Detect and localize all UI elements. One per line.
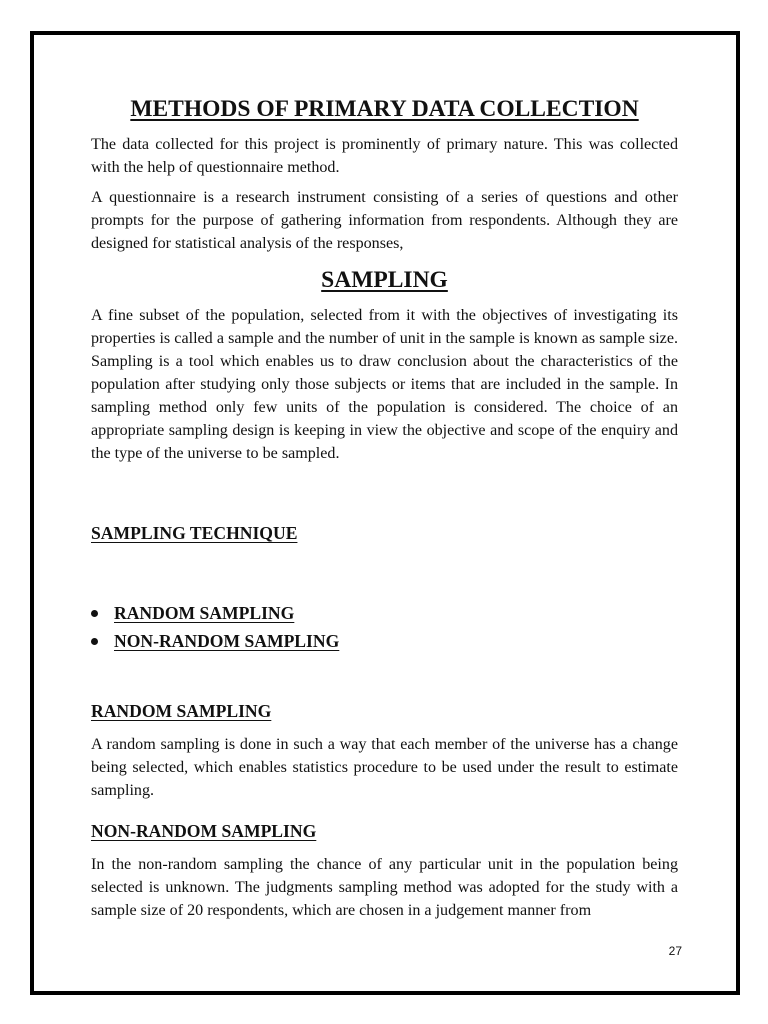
list-item [91,599,678,627]
list-item [91,627,678,655]
bullet-icon [91,610,98,617]
page-title: METHODS OF PRIMARY DATA COLLECTION [130,96,639,122]
page-number: 27 [668,944,682,958]
spacer [91,545,678,599]
bullet-icon [91,638,98,645]
non-random-sampling-paragraph: In the non-random sampling the chance of any particular unit in the population being selected is unknown. The judgments sampling method was adopted for the study with a sample size of 20 respondents, which are chosen in a judgement manner from [91,856,678,919]
sampling-paragraph: A fine subset of the population, selected from it with the objectives of investigating its properties is called a sample and the number of unit in the sample is known as sample size. Sampling is a tool which enables us to draw conclusion about the characteristics of the population after studying only those subjects or items that are included in the sample. In sampling method only few units of the population is considered. The choice of an appropriate sampling design is keeping in view the objective and scope of the enquiry and the type of the universe to be sampled. [91,307,678,462]
random-sampling-paragraph: A random sampling is done in such a way that each member of the universe has a change being selected, which enables statistics procedure to be used under the result to estimate sampling. [91,736,678,799]
list-item-label: RANDOM SAMPLING [114,603,295,623]
non-random-sampling-heading: NON-RANDOM SAMPLING [91,821,317,841]
sampling-technique-heading: SAMPLING TECHNIQUE [91,523,298,543]
spacer [91,472,678,521]
list-item-label: NON-RANDOM SAMPLING [114,631,340,651]
page-content [91,94,678,929]
intro-paragraph-2: A questionnaire is a research instrument consisting of a series of questions and other prompts for the purpose of gathering information from respondents. Although they are designed for statistical analysis of the responses, [91,189,678,252]
intro-paragraph-1: The data collected for this project is prominently of primary nature. This was collected with the help of questionnaire method. [91,136,678,176]
spacer [91,809,678,819]
sampling-heading: SAMPLING [321,267,448,293]
spacer [91,655,678,699]
technique-list [91,599,678,655]
random-sampling-heading: RANDOM SAMPLING [91,701,272,721]
